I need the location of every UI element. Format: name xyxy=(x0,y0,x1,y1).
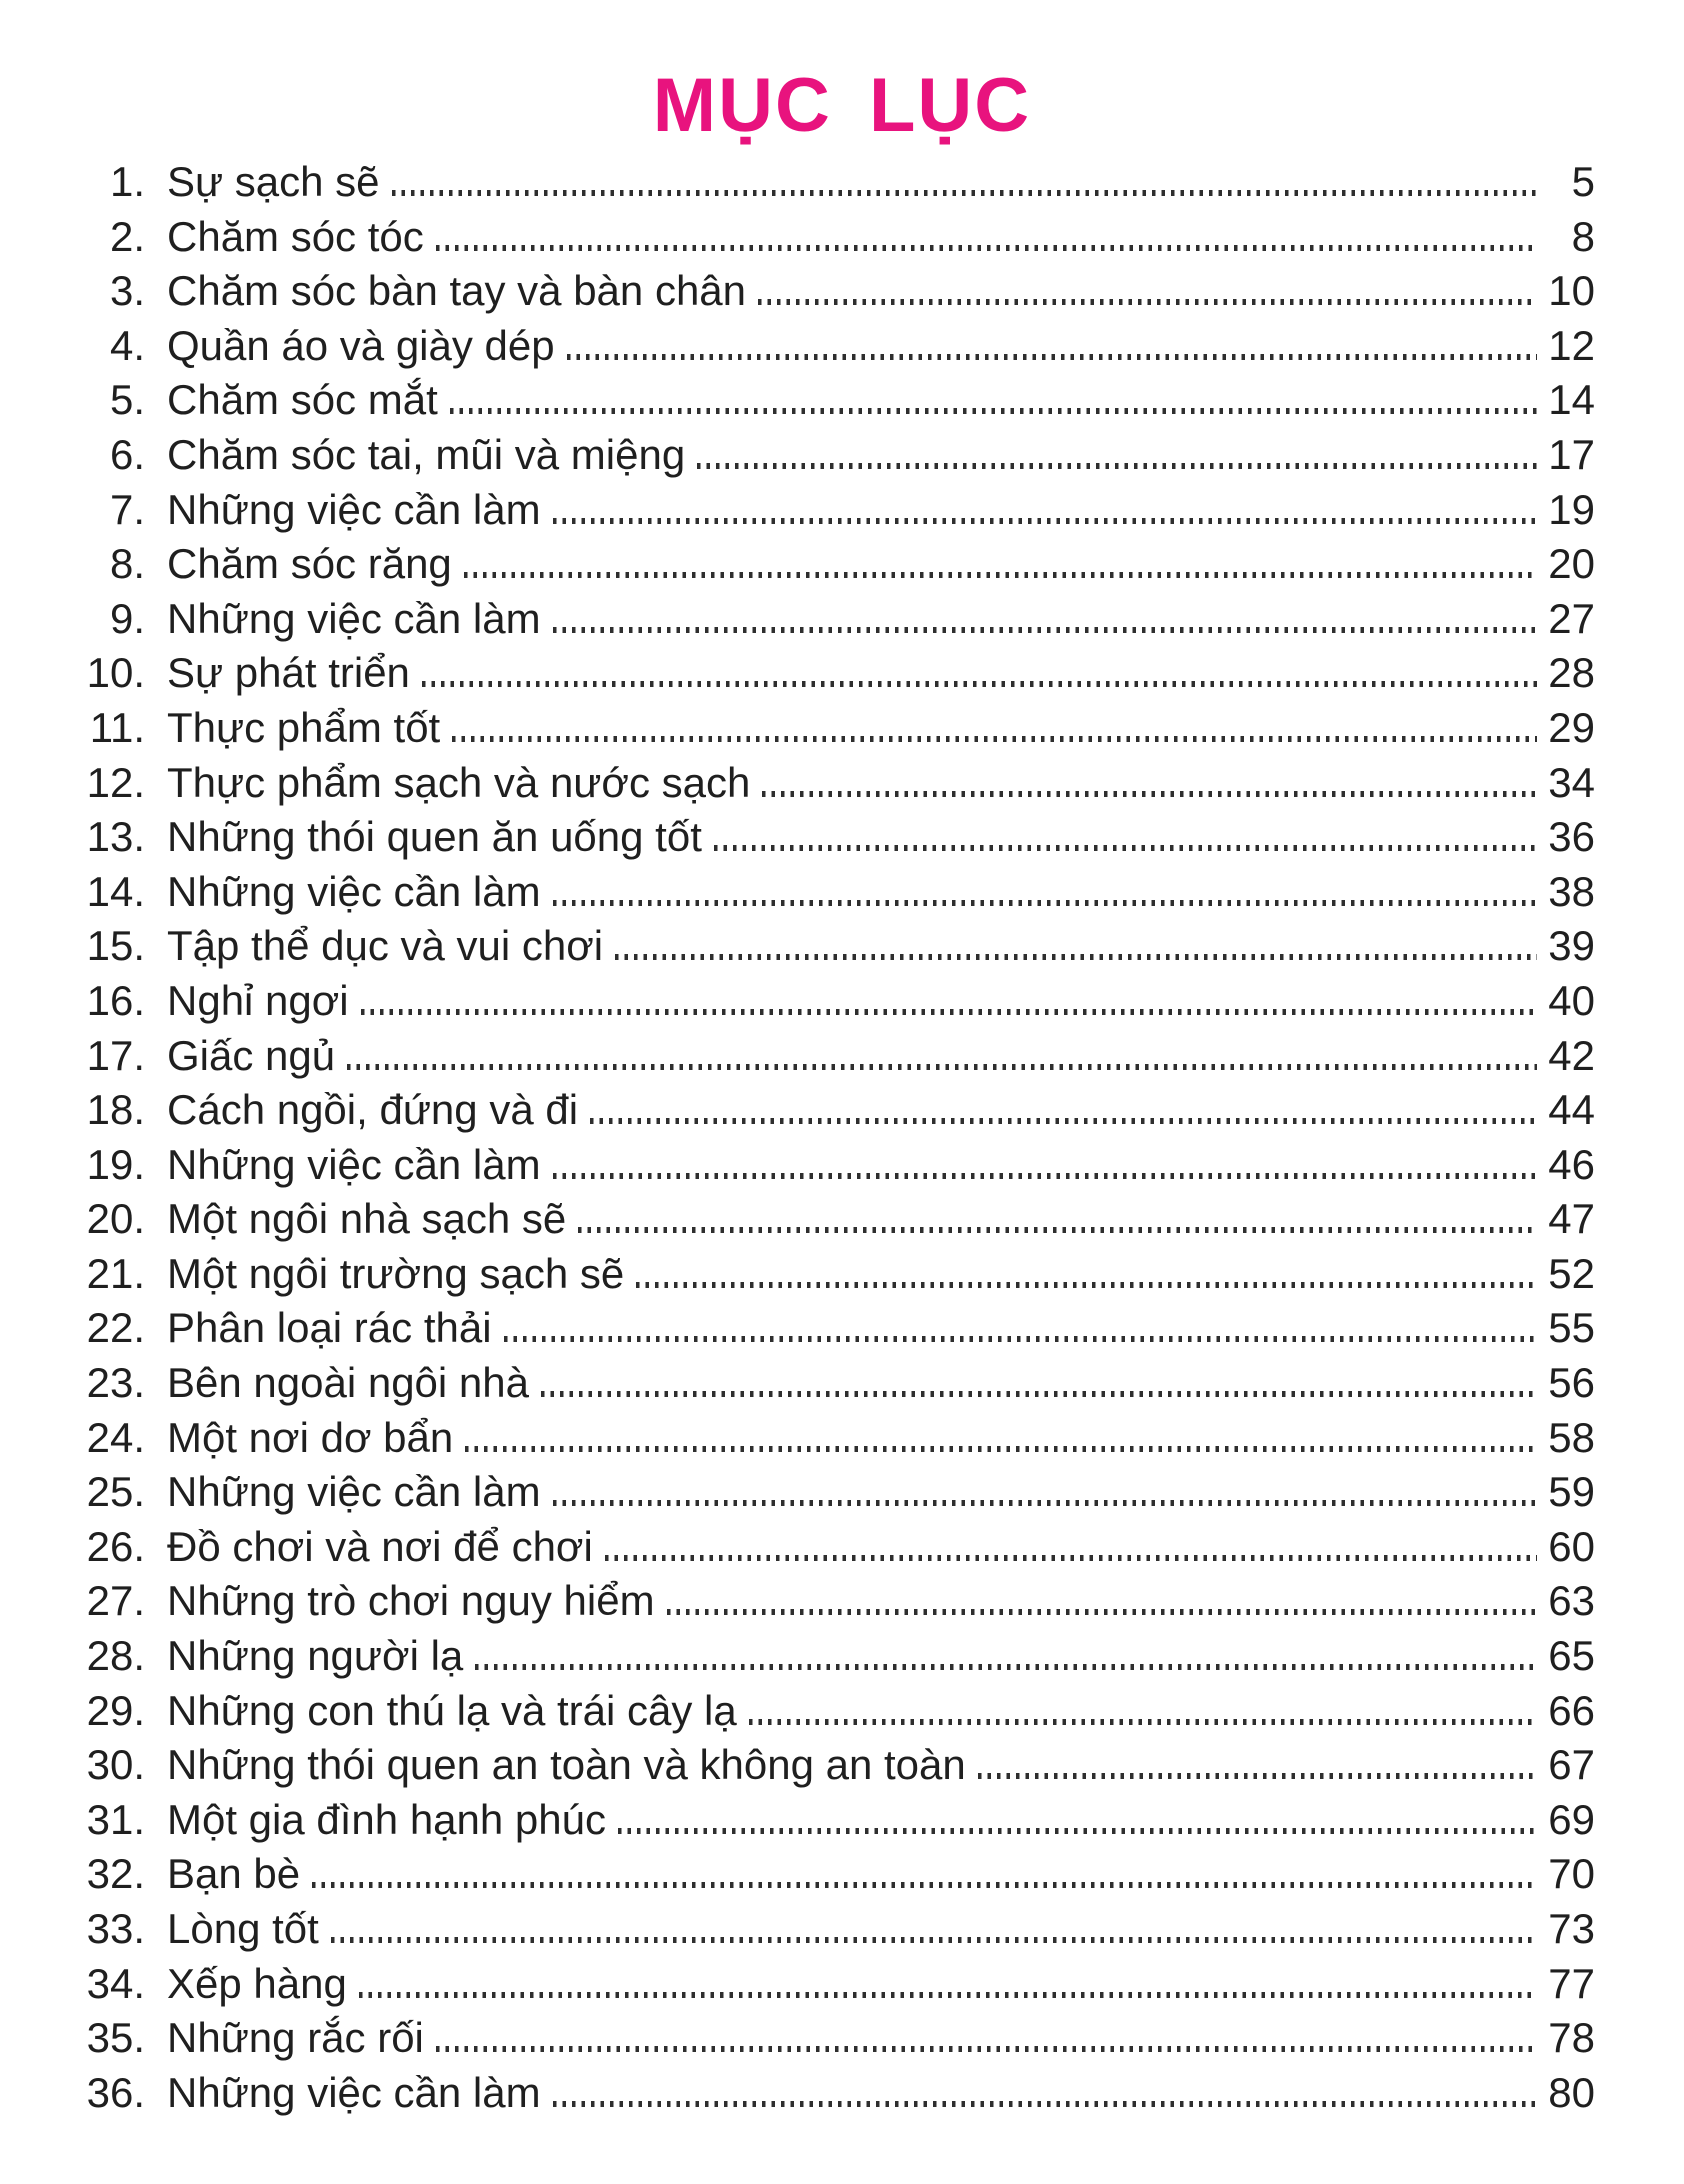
dot-leader xyxy=(359,1992,1537,1998)
toc-entry-page: 77 xyxy=(1548,1959,1595,2007)
toc-entry-label: Giấc ngủ xyxy=(167,1031,336,1079)
toc-entry-label: Một gia đình hạnh phúc xyxy=(167,1795,606,1843)
dot-leader xyxy=(312,1882,1537,1888)
toc-entry-number: 15. xyxy=(86,922,145,970)
toc-entry-page: 12 xyxy=(1548,321,1595,369)
dot-leader xyxy=(553,1173,1537,1179)
toc-entry-label: Chăm sóc mắt xyxy=(167,376,438,424)
dot-leader xyxy=(392,190,1537,196)
dot-leader xyxy=(553,627,1537,633)
toc-entry xyxy=(85,1468,1595,1523)
toc-entry-number: 23. xyxy=(86,1359,145,1407)
dot-leader xyxy=(464,572,1537,578)
toc-entry-page: 55 xyxy=(1548,1304,1595,1352)
toc-entry xyxy=(85,213,1595,268)
toc-entry-label: Quần áo và giày dép xyxy=(167,321,555,369)
dot-leader xyxy=(553,2101,1537,2107)
toc-entry-page: 60 xyxy=(1548,1522,1595,1570)
dot-leader xyxy=(758,299,1537,305)
toc-entry-number: 22. xyxy=(86,1304,145,1352)
toc-entry-label: Những việc cần làm xyxy=(167,2068,541,2116)
dot-leader xyxy=(331,1937,1537,1943)
toc-entry-number: 27. xyxy=(86,1577,145,1625)
toc-entry-number: 28. xyxy=(86,1632,145,1680)
toc-entry-number: 8. xyxy=(109,540,145,588)
toc-entry-page: 44 xyxy=(1548,1086,1595,1134)
toc-entry-number: 24. xyxy=(86,1413,145,1461)
toc-entry-label: Một nơi dơ bẩn xyxy=(167,1413,454,1461)
toc-entry-number: 32. xyxy=(86,1850,145,1898)
toc-entry-page: 8 xyxy=(1571,212,1595,260)
dot-leader xyxy=(605,1555,1537,1561)
toc-entry-label: Thực phẩm sạch và nước sạch xyxy=(167,758,751,806)
toc-entry-number: 11. xyxy=(89,703,145,751)
toc-entry xyxy=(85,267,1595,322)
dot-leader xyxy=(465,1446,1537,1452)
toc-entry xyxy=(85,595,1595,650)
toc-entry xyxy=(85,813,1595,868)
page-title: MỤC LỤC xyxy=(652,63,1032,148)
toc-entry xyxy=(85,1141,1595,1196)
toc-entry-page: 80 xyxy=(1548,2068,1595,2116)
toc-entry-label: Cách ngồi, đứng và đi xyxy=(167,1086,579,1134)
toc-entry xyxy=(85,1577,1595,1632)
toc-entry-number: 7. xyxy=(109,485,145,533)
toc-entry-number: 10. xyxy=(86,649,145,697)
toc-entry-label: Thực phẩm tốt xyxy=(167,703,441,751)
toc-entry-number: 2. xyxy=(109,212,145,260)
dot-leader xyxy=(578,1227,1537,1233)
toc-entry-page: 20 xyxy=(1548,540,1595,588)
dot-leader xyxy=(347,1064,1537,1070)
toc-entry-page: 70 xyxy=(1548,1850,1595,1898)
toc-entry xyxy=(85,1304,1595,1359)
toc-entry-number: 34. xyxy=(86,1959,145,2007)
toc-entry xyxy=(85,1796,1595,1851)
toc-entry-number: 12. xyxy=(86,758,145,806)
toc-entry-page: 39 xyxy=(1548,922,1595,970)
toc-entry-number: 13. xyxy=(86,813,145,861)
dot-leader xyxy=(475,1664,1537,1670)
toc-entry-number: 9. xyxy=(109,594,145,642)
toc-entry-page: 56 xyxy=(1548,1359,1595,1407)
toc-entry xyxy=(85,431,1595,486)
toc-entry-label: Chăm sóc tai, mũi và miệng xyxy=(167,430,686,478)
toc-entry xyxy=(85,759,1595,814)
dot-leader xyxy=(618,1828,1537,1834)
toc-entry-number: 14. xyxy=(86,867,145,915)
toc-entry-number: 1. xyxy=(109,158,145,205)
toc-entry-number: 3. xyxy=(109,267,145,315)
toc-entry-page: 52 xyxy=(1548,1249,1595,1297)
toc-entry-label: Chăm sóc tóc xyxy=(167,212,424,260)
dot-leader xyxy=(504,1336,1537,1342)
toc-entry xyxy=(85,1523,1595,1578)
toc-entry-label: Bên ngoài ngôi nhà xyxy=(167,1359,529,1407)
toc-entry-page: 14 xyxy=(1548,376,1595,424)
toc-entry xyxy=(85,1195,1595,1250)
toc-entry xyxy=(85,376,1595,431)
toc-entry-label: Những việc cần làm xyxy=(167,594,541,642)
toc-entry xyxy=(85,1632,1595,1687)
toc-entry-page: 63 xyxy=(1548,1577,1595,1625)
toc-entry xyxy=(85,540,1595,595)
toc-entry-number: 6. xyxy=(109,430,145,478)
toc-entry-label: Đồ chơi và nơi để chơi xyxy=(167,1522,593,1570)
toc-entry-number: 25. xyxy=(86,1468,145,1516)
toc-entry xyxy=(85,868,1595,923)
toc-entry xyxy=(85,2014,1595,2069)
toc-entry-label: Những trò chơi nguy hiểm xyxy=(167,1577,655,1625)
toc-entry-number: 21. xyxy=(86,1249,145,1297)
toc-entry-page: 40 xyxy=(1548,976,1595,1024)
toc-entry-page: 17 xyxy=(1548,430,1595,478)
toc-entry-label: Chăm sóc răng xyxy=(167,540,452,588)
toc-entry-number: 26. xyxy=(86,1522,145,1570)
toc-entry-page: 36 xyxy=(1548,813,1595,861)
dot-leader xyxy=(361,1009,1537,1015)
toc-entry xyxy=(85,1086,1595,1141)
dot-leader xyxy=(714,845,1537,851)
toc-entry-label: Những việc cần làm xyxy=(167,1468,541,1516)
toc-entry xyxy=(85,1414,1595,1469)
toc-entry xyxy=(85,1032,1595,1087)
toc-entry xyxy=(85,649,1595,704)
toc-entry-label: Những việc cần làm xyxy=(167,485,541,533)
toc-entry-page: 73 xyxy=(1548,1905,1595,1952)
dot-leader xyxy=(667,1609,1537,1615)
toc-entry-label: Một ngôi nhà sạch sẽ xyxy=(167,1195,567,1243)
toc-entry-label: Sự sạch sẽ xyxy=(167,158,380,205)
toc-entry-label: Tập thể dục và vui chơi xyxy=(167,922,604,970)
toc-entry xyxy=(85,1741,1595,1796)
toc-entry-number: 16. xyxy=(86,976,145,1024)
toc-entry-label: Những thói quen an toàn và không an toàn xyxy=(167,1741,966,1789)
toc-entry-number: 36. xyxy=(86,2068,145,2116)
toc-entry-number: 17. xyxy=(86,1031,145,1079)
toc-entry-label: Một ngôi trường sạch sẽ xyxy=(167,1249,625,1297)
dot-leader xyxy=(450,408,1537,414)
toc-entry-page: 38 xyxy=(1548,867,1595,915)
dot-leader xyxy=(452,736,1537,742)
dot-leader xyxy=(567,354,1537,360)
dot-leader xyxy=(762,791,1537,797)
toc-entry-label: Phân loại rác thải xyxy=(167,1304,492,1352)
toc-entry-label: Những con thú lạ và trái cây lạ xyxy=(167,1686,737,1734)
toc-entry-label: Bạn bè xyxy=(167,1850,301,1898)
toc-entry xyxy=(85,1850,1595,1905)
dot-leader xyxy=(615,954,1537,960)
dot-leader xyxy=(590,1118,1537,1124)
toc-entry xyxy=(85,1687,1595,1742)
toc-entry-page: 66 xyxy=(1548,1686,1595,1734)
toc-entry-page: 27 xyxy=(1548,594,1595,642)
toc-entry-label: Sự phát triển xyxy=(167,649,410,697)
toc-entry-page: 5 xyxy=(1571,158,1595,205)
toc-entry-label: Những người lạ xyxy=(167,1632,464,1680)
toc-entry-page: 65 xyxy=(1548,1632,1595,1680)
toc-entry-page: 42 xyxy=(1548,1031,1595,1079)
toc-entry-page: 78 xyxy=(1548,2014,1595,2062)
toc-entry xyxy=(85,322,1595,377)
toc-entry-label: Những thói quen ăn uống tốt xyxy=(167,813,702,861)
toc-entry-number: 20. xyxy=(86,1195,145,1243)
toc-entry xyxy=(85,158,1595,213)
toc-entry-label: Những việc cần làm xyxy=(167,867,541,915)
toc-entry-label: Những việc cần làm xyxy=(167,1140,541,1188)
dot-leader xyxy=(553,900,1537,906)
toc-entry-page: 47 xyxy=(1548,1195,1595,1243)
toc-entry-label: Chăm sóc bàn tay và bàn chân xyxy=(167,267,747,315)
dot-leader xyxy=(436,2046,1537,2052)
toc-entry-number: 33. xyxy=(86,1905,145,1952)
toc-entry-page: 19 xyxy=(1548,485,1595,533)
dot-leader xyxy=(749,1719,1537,1725)
toc-entry xyxy=(85,2069,1595,2124)
toc-entry-number: 29. xyxy=(86,1686,145,1734)
toc-entry xyxy=(85,1960,1595,2015)
toc-entry-label: Lòng tốt xyxy=(167,1905,319,1952)
toc-entry xyxy=(85,1250,1595,1305)
toc-entry-page: 46 xyxy=(1548,1140,1595,1188)
dot-leader xyxy=(422,681,1537,687)
toc-entry-page: 10 xyxy=(1548,267,1595,315)
toc-entry-page: 69 xyxy=(1548,1795,1595,1843)
toc-entry-number: 30. xyxy=(86,1741,145,1789)
toc-entry-page: 29 xyxy=(1548,703,1595,751)
toc-entry-label: Những rắc rối xyxy=(167,2014,424,2062)
toc-entry-page: 58 xyxy=(1548,1413,1595,1461)
dot-leader xyxy=(553,518,1537,524)
toc-entry-page: 34 xyxy=(1548,758,1595,806)
toc-entry xyxy=(85,922,1595,977)
toc-entry-page: 59 xyxy=(1548,1468,1595,1516)
toc-entry-page: 28 xyxy=(1548,649,1595,697)
toc-entry-number: 19. xyxy=(86,1140,145,1188)
toc-entry-number: 5. xyxy=(109,376,145,424)
toc-entry xyxy=(85,977,1595,1032)
dot-leader xyxy=(636,1282,1537,1288)
toc-entry-label: Nghỉ ngơi xyxy=(167,976,349,1024)
toc-entry-page: 67 xyxy=(1548,1741,1595,1789)
toc-entry xyxy=(85,486,1595,541)
toc-entry-number: 31. xyxy=(86,1795,145,1843)
toc-entry-number: 4. xyxy=(109,321,145,369)
toc-entry xyxy=(85,704,1595,759)
dot-leader xyxy=(436,245,1537,251)
toc-entry xyxy=(85,1905,1595,1960)
dot-leader xyxy=(553,1500,1537,1506)
dot-leader xyxy=(697,463,1537,469)
dot-leader xyxy=(541,1391,1537,1397)
toc-entry-number: 35. xyxy=(86,2014,145,2062)
toc-entry-label: Xếp hàng xyxy=(167,1959,347,2007)
toc-entry-number: 18. xyxy=(86,1086,145,1134)
dot-leader xyxy=(978,1773,1537,1779)
toc-entry xyxy=(85,1359,1595,1414)
toc-list xyxy=(85,158,1595,2123)
